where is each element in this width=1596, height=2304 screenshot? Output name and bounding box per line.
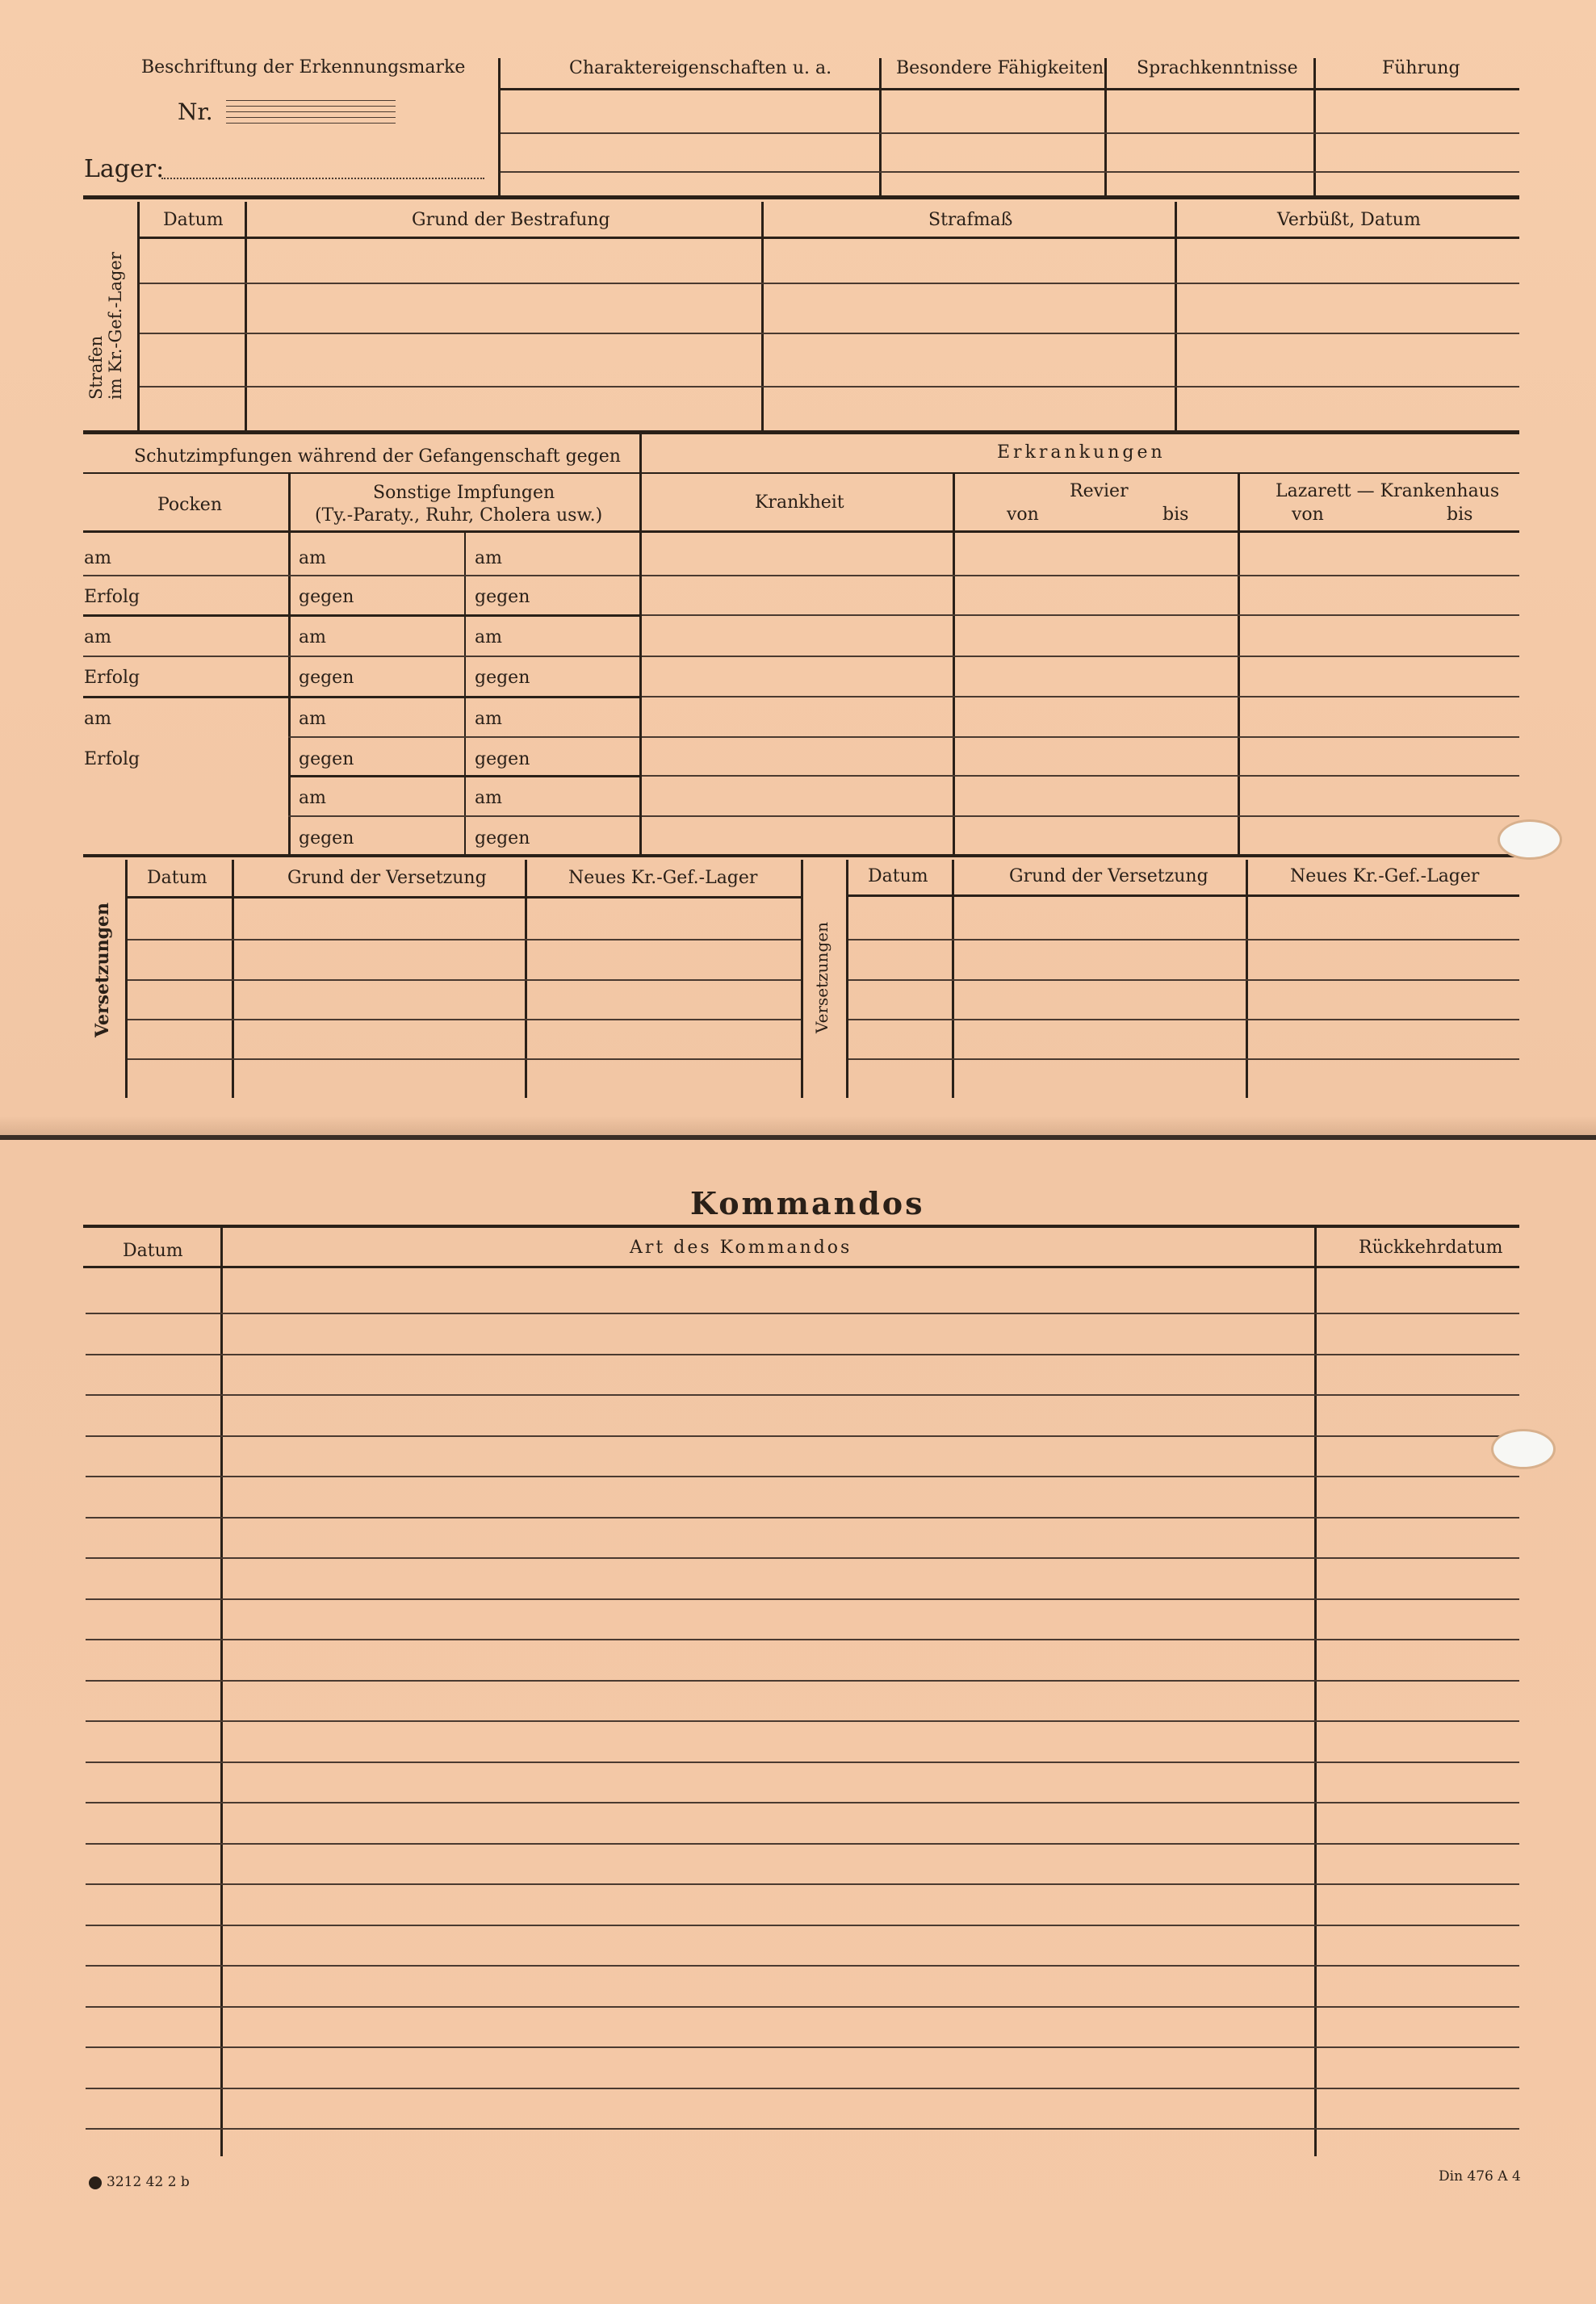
marke-label: Beschriftung der Erkennungsmarke [141,57,466,77]
sonstige-gegen-2a: gegen [299,668,354,688]
lazarett-bis: bis [1447,505,1473,525]
revier-label: Revier [1070,481,1129,501]
sonstige-am-3a: am [299,709,326,729]
kommando-row-line [86,1517,1519,1519]
vers-r-grund: Grund der Versetzung [1009,866,1209,886]
sonstige-am-3b: am [475,709,502,729]
sonstige-gegen-4a: gegen [299,828,354,848]
pocken-am-2: am [84,627,111,647]
pocken-am-3: am [84,709,111,729]
sonstige-sub-label: (Ty.-Paraty., Ruhr, Cholera usw.) [315,505,603,526]
kommando-row-line [86,1557,1519,1559]
strafen-header-datum: Datum [163,210,224,230]
kommandos-header-rueckkehr: Rückkehrdatum [1359,1238,1503,1258]
lazarett-von: von [1292,505,1324,525]
strafen-header-verbuesst: Verbüßt, Datum [1277,210,1421,230]
kommando-row-line [86,1680,1519,1682]
sonstige-gegen-3b: gegen [475,749,530,769]
sonstige-am-4a: am [299,788,326,808]
sonstige-gegen-1b: gegen [475,587,530,607]
lager-label: Lager: [84,155,165,183]
kommando-row-line [86,1354,1519,1355]
pocken-erfolg-2: Erfolg [84,668,140,688]
kommando-row-line [86,2088,1519,2089]
header-faehigkeiten: Besondere Fähigkeiten [896,58,1104,78]
lazarett-label: Lazarett — Krankenhaus [1276,481,1500,501]
kommandos-header-datum: Datum [123,1241,183,1261]
kommando-row-line [86,1802,1519,1803]
kommando-row-line [86,1720,1519,1722]
strafen-header-grund: Grund der Bestrafung [412,210,610,230]
kommando-row-line [86,1965,1519,1967]
sonstige-gegen-2b: gegen [475,668,530,688]
sonstige-gegen-4b: gegen [475,828,530,848]
sonstige-gegen-1a: gegen [299,587,354,607]
strafen-side-label: Strafen im Kr.-Gef.-Lager [86,252,125,400]
punch-hole-upper [1498,819,1562,860]
versetzungen-side-right: Versetzungen [812,922,832,1033]
vers-r-lager: Neues Kr.-Gef.-Lager [1290,866,1480,886]
sonstige-am-4b: am [475,788,502,808]
punch-hole-lower [1491,1429,1556,1469]
kommando-row-line [86,1394,1519,1396]
vers-l-datum: Datum [147,868,207,888]
header-sprachen: Sprachkenntnisse [1137,58,1298,78]
sonstige-gegen-3a: gegen [299,749,354,769]
kommando-row-line [86,1925,1519,1926]
pocken-erfolg-1: Erfolg [84,587,140,607]
sonstige-am-1a: am [299,548,326,568]
kommandos-title: Kommandos [690,1185,925,1221]
pocken-label: Pocken [157,495,222,515]
print-code: 3212 42 2 b [89,2176,190,2189]
pocken-am-1: am [84,548,111,568]
strafen-header-strafmass: Strafmaß [928,210,1013,230]
sonstige-am-1b: am [475,548,502,568]
kommando-row-line [86,1313,1519,1314]
kommando-row-line [86,1843,1519,1845]
kommando-row-line [86,1476,1519,1477]
vers-l-lager: Neues Kr.-Gef.-Lager [568,868,758,888]
kommando-row-line [86,1598,1519,1600]
erkrankungen-title: Erkrankungen [997,442,1166,463]
kommando-row-line [86,1762,1519,1763]
kommando-row-line [86,2046,1519,2048]
fold-line [0,1135,1596,1140]
header-fuehrung: Führung [1382,58,1460,78]
kommando-row-line [86,1435,1519,1437]
pocken-erfolg-3: Erfolg [84,749,140,769]
stamp-icon [89,2176,102,2189]
impfungen-title: Schutzimpfungen während der Gefangenschaft gegen [134,446,621,467]
kommando-row-line [86,2006,1519,2008]
din-label: Din 476 A 4 [1439,2168,1521,2185]
kommandos-header-art: Art des Kommandos [630,1238,852,1258]
kommando-row-line [86,1883,1519,1885]
nr-label: Nr. [178,98,213,125]
sonstige-label: Sonstige Impfungen [373,483,555,503]
kommando-row-line [86,1639,1519,1640]
kommando-row-line [86,2128,1519,2130]
sonstige-am-2a: am [299,627,326,647]
sonstige-am-2b: am [475,627,502,647]
vers-r-datum: Datum [868,866,928,886]
krankheit-label: Krankheit [755,492,844,513]
revier-bis: bis [1162,505,1189,525]
versetzungen-side-left: Versetzungen [92,902,113,1037]
header-charakter: Charaktereigenschaften u. a. [569,58,832,78]
vers-l-grund: Grund der Versetzung [287,868,487,888]
revier-von: von [1007,505,1039,525]
